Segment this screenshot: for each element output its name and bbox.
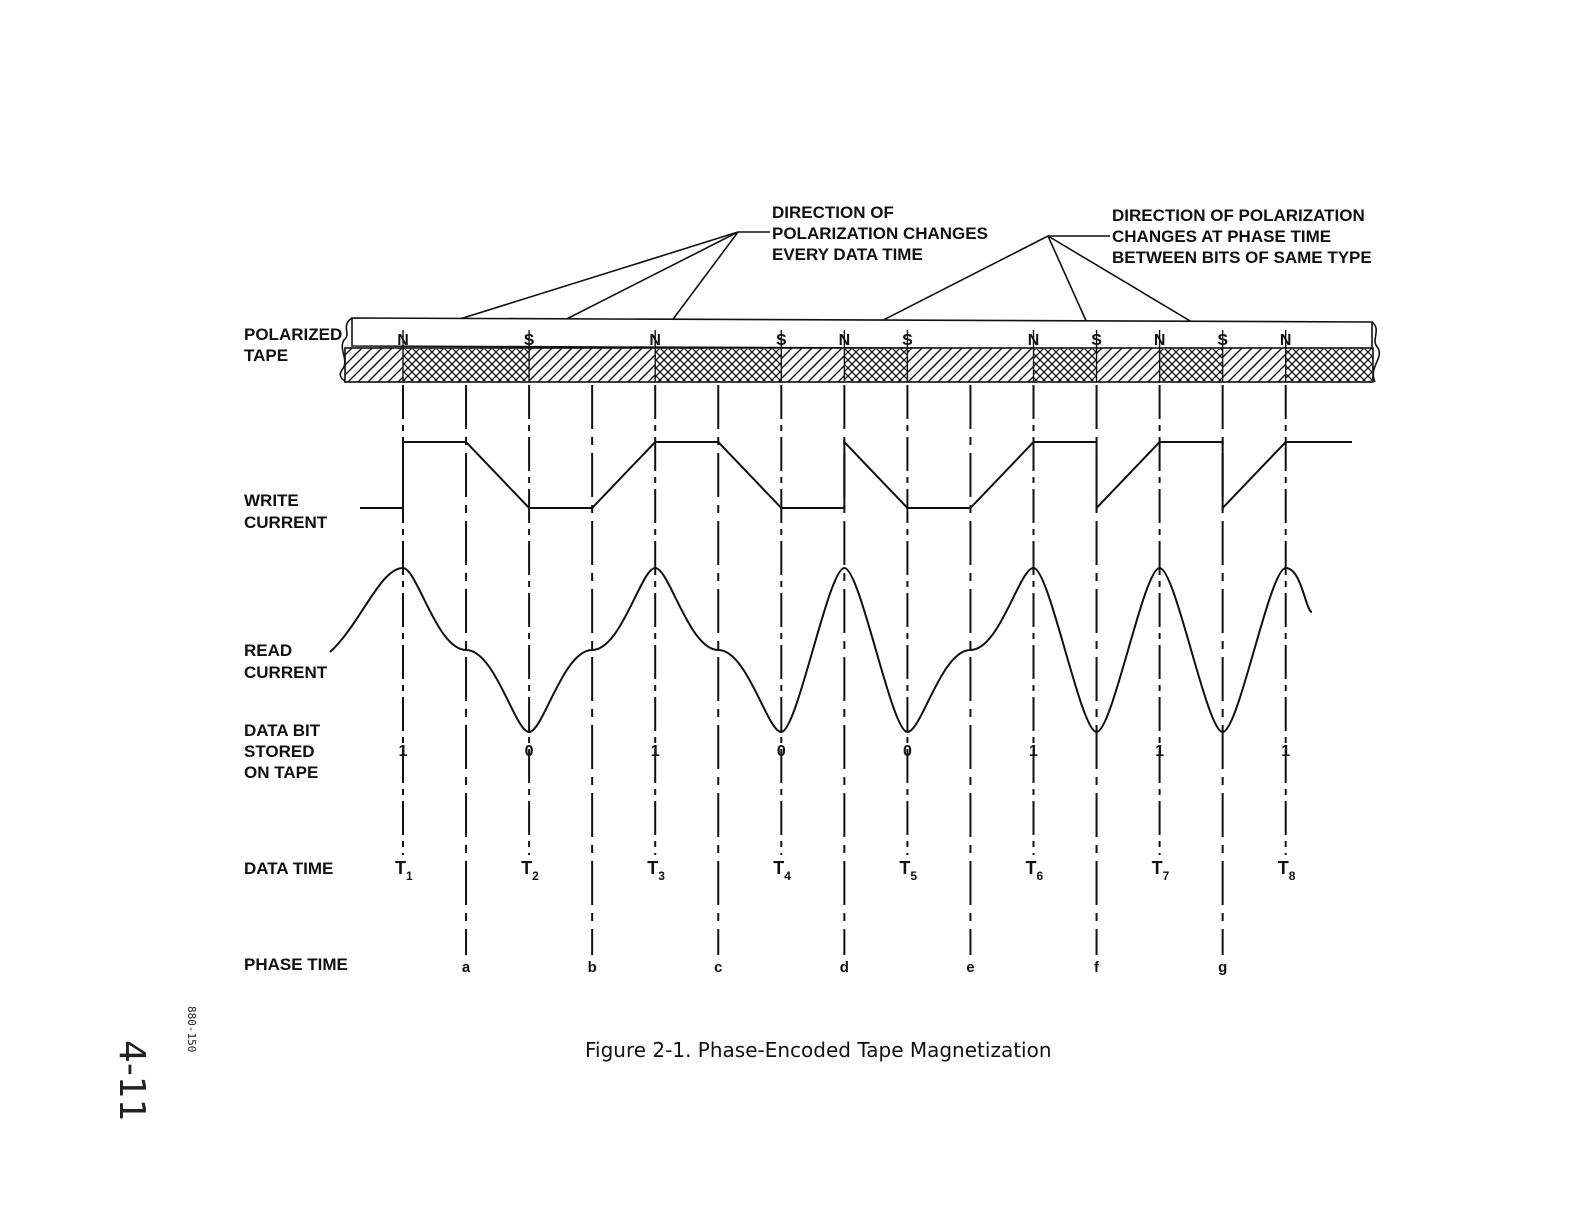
polarity-label: S: [902, 332, 913, 349]
read-current-waveform: [330, 568, 1312, 732]
label-stored: STORED: [244, 742, 315, 761]
label-data-time: DATA TIME: [244, 859, 334, 878]
annotation-right: [1112, 206, 1372, 267]
phase-time-labels: [462, 959, 1227, 976]
polarity-label: S: [523, 332, 535, 349]
data-time-label: $T_6$: [1025, 858, 1044, 883]
label-write: WRITE: [244, 491, 299, 510]
phase-time-label: e: [966, 959, 975, 976]
data-bit-label: 1: [1155, 743, 1165, 760]
write-current-waveform: [360, 442, 1352, 508]
label-polarized: POLARIZED: [244, 325, 343, 344]
data-time-label: $T_8$: [1277, 858, 1296, 883]
tape-crosshatch-segment: [655, 349, 781, 381]
polarity-label: S: [1217, 332, 1228, 349]
data-bit-label: 0: [776, 743, 786, 760]
tape-crosshatch-segment: [1034, 349, 1097, 381]
label-phase-time: PHASE TIME: [244, 955, 348, 974]
data-bit-label: 1: [1281, 743, 1291, 760]
label-read-current: CURRENT: [244, 663, 328, 682]
polarity-label: N: [1279, 332, 1292, 349]
annotation-right-line-1: DIRECTION OF POLARIZATION: [1112, 206, 1365, 225]
annotation-left: [772, 203, 988, 264]
annotation-left-line-1: DIRECTION OF: [772, 203, 894, 222]
data-bit-label: 0: [524, 743, 534, 760]
document-stamp: 880-150: [185, 1006, 198, 1053]
label-write-current: CURRENT: [244, 513, 328, 532]
annotation-left-line-2: POLARIZATION CHANGES: [772, 224, 988, 243]
polarity-label: N: [397, 332, 409, 349]
data-time-label: $T_7$: [1151, 858, 1170, 883]
tape-crosshatch-segment: [403, 349, 529, 381]
tape-crosshatch-segment: [1160, 349, 1223, 381]
label-tape: TAPE: [244, 346, 289, 365]
polarity-label: N: [1027, 332, 1040, 349]
data-time-label: $T_3$: [647, 858, 665, 883]
data-bit-label: 1: [398, 743, 408, 760]
polarity-label: N: [838, 332, 851, 349]
phase-time-label: c: [714, 959, 723, 976]
arrow-to-s4: [1048, 236, 1092, 334]
data-bit-label: 1: [650, 743, 660, 760]
data-time-label: $T_1$: [395, 858, 413, 883]
label-read: READ: [244, 641, 293, 660]
phase-time-label: g: [1218, 959, 1228, 976]
polarity-label: N: [649, 332, 661, 349]
data-time-label: $T_4$: [773, 858, 791, 883]
figure-caption: Figure 2-1. Phase-Encoded Tape Magnetization: [585, 1038, 1052, 1062]
phase-time-label: d: [839, 959, 849, 976]
polarized-tape: [340, 318, 1379, 382]
phase-time-label: f: [1094, 959, 1100, 976]
annotation-right-line-3: BETWEEN BITS OF SAME TYPE: [1112, 248, 1372, 267]
annotation-left-line-3: EVERY DATA TIME: [772, 245, 923, 264]
polarity-label: N: [1153, 332, 1166, 349]
data-time-label: $T_2$: [521, 858, 539, 883]
polarity-label: S: [775, 332, 787, 349]
polarity-labels: [397, 332, 1291, 349]
annotation-right-line-2: CHANGES AT PHASE TIME: [1112, 227, 1332, 246]
polarity-label: S: [1091, 332, 1102, 349]
data-bit-label: 0: [902, 743, 912, 760]
label-on-tape: ON TAPE: [244, 763, 319, 782]
phase-time-label: a: [461, 959, 471, 976]
tape-crosshatch-segment: [1286, 349, 1372, 381]
data-bit-label: 1: [1029, 743, 1038, 760]
tape-crosshatch-segment: [844, 349, 907, 381]
phase-time-label: b: [587, 959, 597, 976]
label-data-bit: DATA BIT: [244, 721, 321, 740]
data-time-label: $T_5$: [899, 858, 918, 883]
page-number: 4-11: [111, 1040, 152, 1122]
